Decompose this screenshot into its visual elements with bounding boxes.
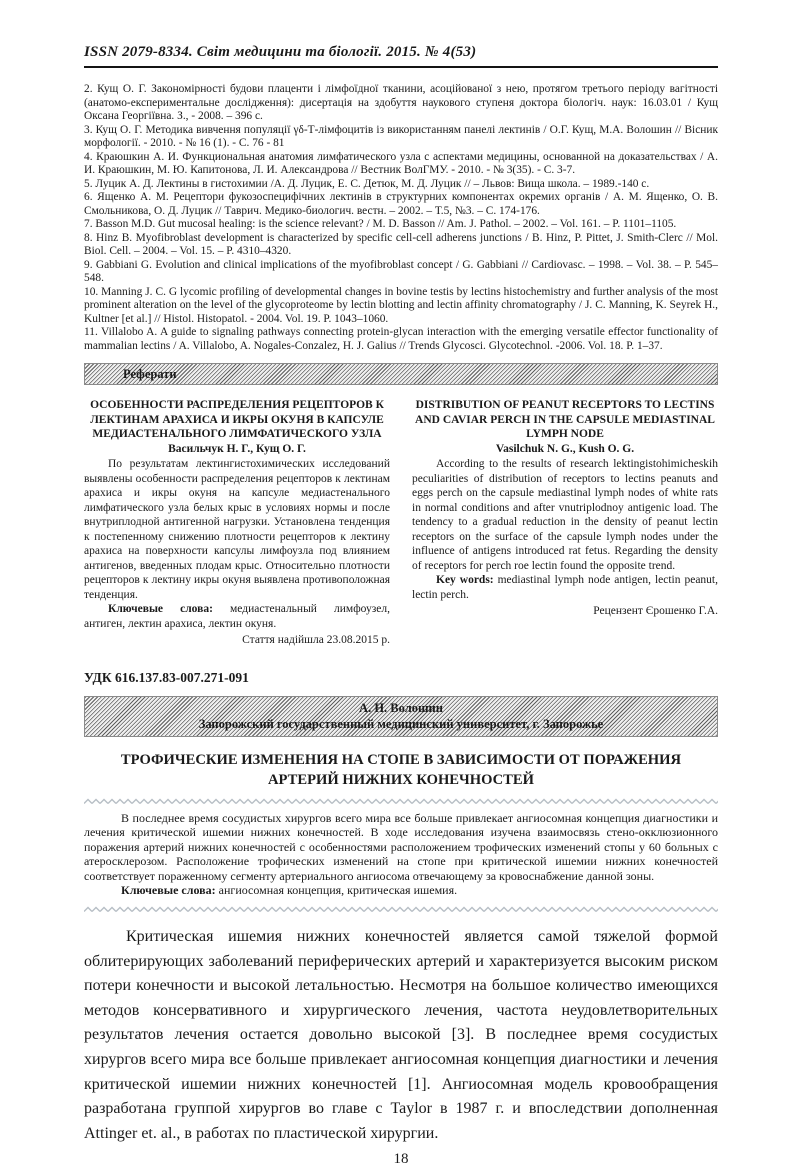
- abstract-keywords-en: [412, 573, 718, 602]
- abstracts-section-header: [84, 363, 718, 385]
- article-affiliation: Запорожский государственный медицинский университет, г. Запорожье: [198, 716, 604, 731]
- abstracts-section-label: Реферати: [123, 366, 177, 381]
- article-body-text: Критическая ишемия нижних конечностей является самой тяжелой формой облитерирующих заболеваний периферических артерий и характеризуется высоким риском потери конечности и высокой летальностью. Несмотря на большое количество имеющихся методов консервативного и хирургического лечения, частота неудовлетворительных результатов лечения остается довольно высокой [3]. В последнее время сосудистых хирургов всего мира все больше привлекает ангиосомная концепция диагностики и лечения критической ишемии нижних конечностей [1]. Ангиосомная модель кровообращения разработана группой хирургов во главе с Taylor в 1987 г. и впоследствии дополненная Attinger et. al., в работах по пластической хирургии.: [84, 928, 718, 1142]
- page-number: 18: [393, 1151, 409, 1168]
- article-abstract: В последнее время сосудистых хирургов всего мира все больше привлекает ангиосомная концепция диагностики и лечения критической ишемии нижних конечностей. В ходе исследования изучена взаимосвязь стено-окклюзионного поражения артерий нижних конечностей с особенностями расположением трофических изменений стопы у 60 больных с атеросклерозом. Расположение трофических изменений на стопе при критической ишемии нижних конечностей соответствует пораженному сегменту артериального ангиосома отвечающему за кровоснабжение данной зоны.: [84, 810, 718, 883]
- reference-item: 2. Кущ О. Г. Закономірності будови плаценти і лімфоїдної тканини, асоційованої з нею, протягом третього періоду вагітності (анатомо-експериментальне дослідження): дисертація на здобуття наукового ступеня доктора біологіч. наук: 16.03.01 / Кущ Оксана Георгіївна. З., - 2008. – 396 с.: [84, 83, 718, 122]
- abstract-keywords-ru: [84, 602, 390, 631]
- abstract-column-ru: [84, 398, 390, 648]
- abstract-title-ru: ОСОБЕННОСТИ РАСПРЕДЕЛЕНИЯ РЕЦЕПТОРОВ К ЛЕКТИНАМ АРАХИСА И ИКРЫ ОКУНЯ В КАПСУЛЕ МЕДИАСТЕНАЛЬНОГО ЛИМФАТИЧЕСКОГО УЗЛА: [90, 399, 384, 440]
- article-author-bar: [84, 696, 718, 737]
- reference-item: 8. Hinz B. Myofibroblast development is characterized by specific cell-cell adherens junctions / B. Hinz, P. Pittet, J. Smith-Clerc // Mol. Biol. Cell. – 2004. – Vol. 15. – P. 4310–4320.: [84, 231, 718, 257]
- reference-item: 5. Луцик А. Д. Лектины в гистохимии /А. Д. Луцик, Е. С. Детюк, М. Д. Луцик // – Львов: Вища школа. – 1989.-140 с.: [84, 177, 650, 190]
- keywords-label-en: Key words:: [436, 574, 494, 586]
- abstract-authors-ru: Васильчук Н. Г., Кущ О. Г.: [168, 442, 306, 455]
- reference-item: 4. Краюшкин А. И. Функциональная анатомия лимфатического узла с аспектами медицины, основанной на доказательствах / А. И. Краюшкин, М. Ю. Капитонова, Л. И. Александрова // Вестник ВолГМУ. - 2010. - № 3(35). - С. 3-7.: [84, 150, 718, 176]
- journal-issn-header: ISSN 2079-8334. Світ медицини та біології. 2015. № 4(53): [84, 44, 718, 68]
- zigzag-rule-bottom: [84, 906, 718, 913]
- reference-item: 10. Manning J. C. G lycomic profiling of developmental changes in bovine testis by lectins histochemistry and further analysis of the most prominent alteration on the level of the glycoproteome by lectin blotting and lectin affinity chromatography / J. C. Manning, K. Seyrek H., Kultner [et al.] // Histol. Histopatol. - 2004. Vol. 19. P. 1043–1060.: [84, 285, 718, 325]
- abstract-authors-en: Vasilchuk N. G., Kush O. G.: [495, 442, 635, 455]
- abstract-body-ru: По результатам лектингистохимических исследований выявлены особенности распределения рецепторов к лектинам арахиса и икры окуня на капсуле медиастенального лимфатического узла белых крыс в условиях нормы и после внутриплодной антигенной нагрузки. Установлена тенденция к постепенному снижению плотности рецепторов к лектину арахиса на поверхности капсулы лимфоузла под влиянием антигенов, введенных плодам крыс. Относительно плотности рецепторов к лектину икры окуня выявлена противоположная тенденция.: [84, 458, 390, 601]
- abstract-column-en: [412, 398, 718, 648]
- article-keywords: [84, 883, 718, 898]
- article-author: А. Н. Волошин: [359, 700, 443, 715]
- reference-item: 7. Basson M.D. Gut mucosal healing: is the science relevant? / M. D. Basson // Am. J. Pathol. – 2002. – Vol. 161. – P. 1101–1105.: [84, 218, 677, 230]
- article-keywords-label: Ключевые слова:: [121, 883, 216, 898]
- keywords-text-en: mediastinal lymph node antigen, lectin peanut, lectin perch.: [412, 574, 718, 601]
- zigzag-rule-top: [84, 798, 718, 805]
- article-abstract-block: [84, 811, 718, 899]
- keywords-label-ru: Ключевые слова:: [108, 603, 213, 615]
- reference-item: 9. Gabbiani G. Evolution and clinical implications of the myofibroblast concept / G. Gabbiani // Cardiovasc. – 1998. – Vol. 38. – P. 545–548.: [84, 258, 718, 284]
- article-received-date: Стаття надійшла 23.08.2015 р.: [242, 634, 390, 646]
- article-keywords-text: ангиосомная концепция, критическая ишемия.: [215, 883, 458, 898]
- reference-item: 3. Кущ О. Г. Методика вивчення популяції γδ-Т-лімфоцитів із використанням панелі лектинів / О.Г. Кущ, М.А. Волошин // Вісник морфології. - 2010. - № 16 (1). - С. 76 - 81: [84, 123, 718, 149]
- article-reviewer: Рецензент Єрошенко Г.А.: [593, 605, 718, 617]
- abstract-body-en: According to the results of research lektingistohimicheskih peculiarities of distribution of receptors to lectins peanuts and eggs perch on the capsule mediastinal lymph nodes of white rats in normal conditions and after vnutriplodnoy antigenic load. The tendency to a gradual reduction in the density of peanut lectin receptors on the surface of the capsule lymph nodes under the influence of antigens introduced rat fetus. Regarding the density of receptors for perch roe lectin found the opposite trend.: [412, 458, 718, 572]
- udk-code: УДК 616.137.83-007.271-091: [84, 669, 249, 685]
- reference-item: 11. Villalobo A. A guide to signaling pathways connecting protein-glycan interaction with the emerging versatile effector functionality of mammalian lectins / A. Villalobo, A. Nogales-Conzalez, H. J. Galius // Trends Glycosci. Glycotechnol. -2006. Vol. 18. P. 1–37.: [84, 326, 718, 352]
- reference-item: 6. Ященко А. М. Рецептори фукозоспецифічних лектинів в структурних компонентах окремих органів / А. М. Ященко, О. В. Смольникова, О. Д. Луцик // Таврич. Медико-биологич. вестн. – 2002. – Т.5, №3. – С. 174-176.: [84, 191, 718, 217]
- references-list: [84, 83, 718, 353]
- abstract-title-en: DISTRIBUTION OF PEANUT RECEPTORS TO LECTINS AND CAVIAR PERCH IN THE CAPSULE MEDIASTINAL LYMPH NODE: [415, 399, 715, 440]
- keywords-text-ru: медиастенальный лимфоузел, антиген, лектин арахиса, лектин окуня.: [84, 603, 390, 630]
- article-title: ТРОФИЧЕСКИЕ ИЗМЕНЕНИЯ НА СТОПЕ В ЗАВИСИМОСТИ ОТ ПОРАЖЕНИЯ АРТЕРИЙ НИЖНИХ КОНЕЧНОСТЕЙ: [120, 751, 682, 788]
- abstracts-columns: [84, 398, 718, 648]
